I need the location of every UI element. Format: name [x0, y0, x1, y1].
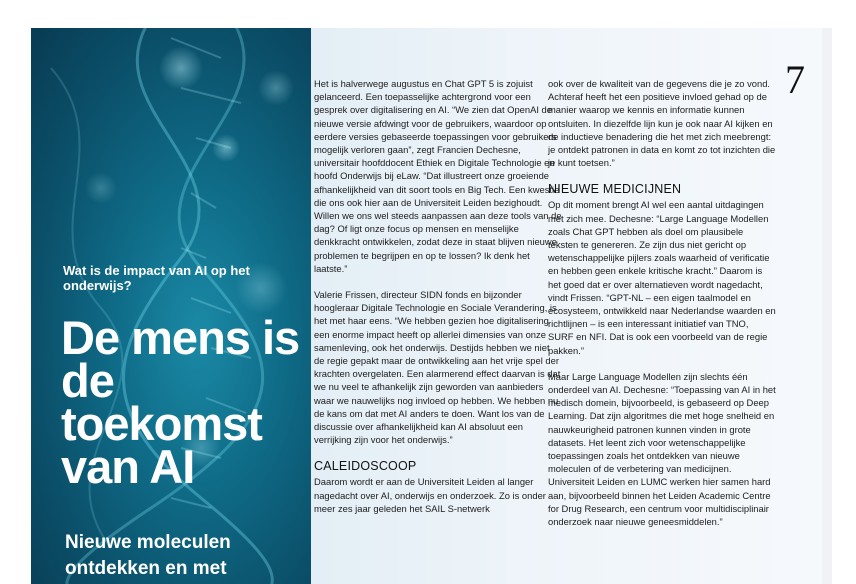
paragraph: Maar Large Language Modellen zijn slechts één onderdeel van AI. Dechesne: “Toepassing van AI in het medisch domein, bijvoorbeeld, is gebaseerd op Deep Learning. Dat zijn algoritmes die met hoge snelheid en nauwkeurigheid patronen kunnen vinden in grote datasets. Het leent zich voor wetenschappelijke toepassingen zoals het ontdekken van nieuwe moleculen of de verbetering van medicijnen. Universiteit Leiden en LUMC werken hier samen hard aan, bijvoorbeeld binnen het Leiden Academic Centre for Drug Research, een centrum voor multidisciplinair onderzoek naar nieuwe geneesmiddelen.”	[548, 370, 776, 528]
article-subtitle: Nieuwe moleculen ontdekken en met	[65, 532, 231, 579]
text-column-2	[548, 77, 776, 541]
hero-kicker: Wat is de impact van AI op het onderwijs?	[63, 263, 250, 293]
paragraph: ook over de kwaliteit van de gegevens die je zo vond. Achteraf heeft het een positieve invloed gehad op de manier waarop we kennis en informatie kunnen ontsluiten. In diezelfde lijn kun je ook naar AI kijken en de inductieve benadering die het met zich meebrengt: je ontdekt patronen in data en komt zo tot inzichten die je kunt toetsen.”	[548, 78, 776, 169]
section-heading: CALEIDOSCOOP	[314, 459, 417, 474]
section-heading: NIEUWE MEDICIJNEN	[548, 182, 682, 197]
paragraph: Daarom wordt er aan de Universiteit Leiden al langer nagedacht over AI, onderwijs en onderzoek. Zo is onder meer zes jaar geleden het SAIL S-netwerk	[314, 476, 546, 514]
hero-panel	[31, 28, 311, 584]
paragraph: Het is halverwege augustus en Chat GPT 5 is zojuist gelanceerd. Een toepasselijke achtergrond voor een gesprek over digitalisering en AI. “We zien dat OpenAI de nieuwe versie afdwingt voor de gebruikers, waardoor op eerdere versies gebaseerde toepassingen voor gebruikers mogelijk verloren gaan”, zegt Francien Dechesne, universitair hoofddocent Ethiek en Digitale Technologie en hoofd Onderwijs bij eLaw. “Dat illustreert onze groeiende afhankelijkheid van dit soort tools en Big Tech. Een kwestie die ons ook hier aan de Universiteit Leiden bezighoudt. Willen we ons wel steeds aanpassen aan deze tools van de dag? Of ligt onze focus op mensen en menselijke denkkracht ontwikkelen, zodat deze in staat blijven nieuwe problemen te begrijpen en op te lossen? Ik denk het laatste.”	[314, 78, 562, 274]
paragraph: Op dit moment brengt AI wel een aantal uitdagingen met zich mee. Dechesne: “Large Language Modellen zoals Chat GPT hebben als doel om plausibele teksten te genereren. Ze zijn dus niet gericht op wetenschappelijke pijlers zoals waarheid of verificatie en hebben geen enkele kritische kracht.” Daarom is het goed dat er over alternatieven wordt nagedacht, vindt Frissen. “GPT-NL – een eigen taalmodel en ecosysteem, ontwikkeld naar Nederlandse waarden en richtlijnen – is een interessant initiatief van TNO, SURF en NFI. Dat is ook een voorbeeld van de regie pakken.”	[548, 199, 776, 356]
page-edge	[822, 28, 832, 584]
paragraph: Valerie Frissen, directeur SIDN fonds en bijzonder hoogleraar Digitale Technologie en Sociale Verandering, is het met haar eens. “We hebben gezien hoe digitalisering een enorme impact heeft op allerlei dimensies van onze samenleving, ook het onderwijs. Destijds hebben we niet de regie gepakt maar de ontwikkeling aan het vrije spel der krachten overgelaten. Een alarmerend effect daarvan is dat we nu veel te afhankelijk zijn geworden van aanbieders waar we nauwelijks nog invloed op hebben. We hebben nu de kans om dat met AI anders te doen. Want los van de discussie over afhankelijkheid kan AI absoluut een verrijking zijn voor het onderwijs.”	[314, 289, 561, 446]
text-column-1	[314, 77, 562, 528]
page-number: 7	[785, 57, 805, 102]
article-title: De mens is de toekomst van AI	[61, 311, 300, 493]
dna-helix-illustration	[31, 28, 311, 584]
